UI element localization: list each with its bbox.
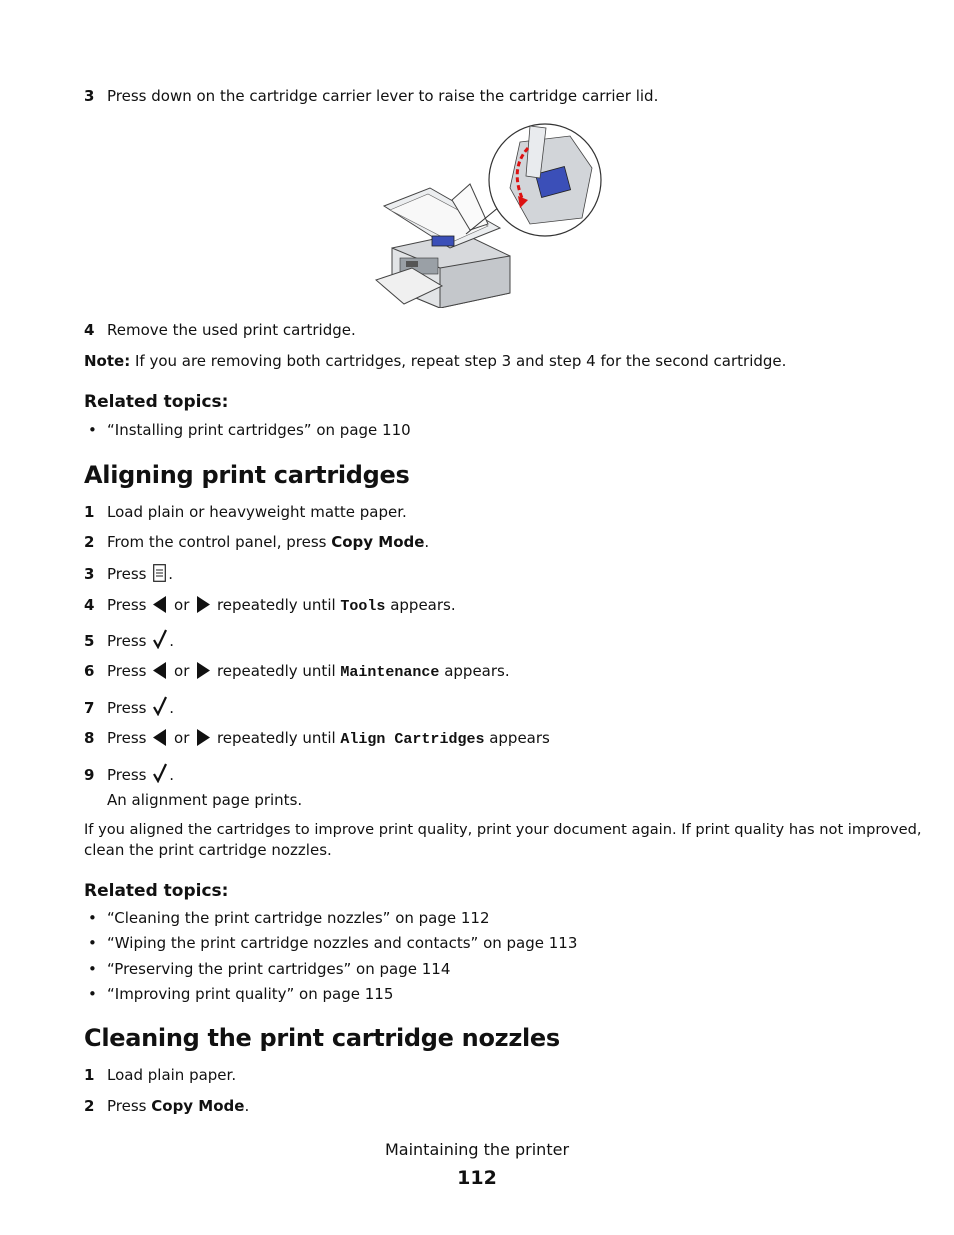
step-9-result: An alignment page prints. xyxy=(107,791,303,809)
align-step-9: 9 Press . xyxy=(84,763,174,785)
related-link[interactable]: • “Installing print cartridges” on page 110 xyxy=(88,421,411,439)
checkmark-icon xyxy=(153,763,167,783)
align-step-3: 3 Press . xyxy=(84,565,174,583)
align-step-7: 7 Press . xyxy=(84,696,174,718)
section-title-cleaning: Cleaning the print cartridge nozzles xyxy=(84,1024,560,1052)
align-step-4: 4 Press or repeatedly until Tools appears. xyxy=(84,596,456,615)
step-3-lever: 3 Press down on the cartridge carrier lever to raise the cartridge carrier lid. xyxy=(84,87,659,105)
note-paragraph: Note: If you are removing both cartridges, repeat step 3 and step 4 for the second cartridge. xyxy=(84,352,787,370)
section-title-aligning: Aligning print cartridges xyxy=(84,461,410,489)
checkmark-icon xyxy=(153,629,167,649)
right-arrow-icon xyxy=(196,729,210,746)
align-step-8: 8 Press or repeatedly until Align Cartridges appears xyxy=(84,729,550,748)
related-link[interactable]: • “Preserving the print cartridges” on page 114 xyxy=(88,960,451,978)
step-4-remove: 4 Remove the used print cartridge. xyxy=(84,321,356,339)
right-arrow-icon xyxy=(196,596,210,613)
related-link[interactable]: • “Improving print quality” on page 115 xyxy=(88,985,394,1003)
related-topics-heading: Related topics: xyxy=(84,881,229,901)
menu-icon xyxy=(153,564,166,582)
related-link[interactable]: • “Wiping the print cartridge nozzles and contacts” on page 113 xyxy=(88,934,578,952)
align-step-2: 2 From the control panel, press Copy Mode. xyxy=(84,533,430,551)
right-arrow-icon xyxy=(196,662,210,679)
align-step-1: 1 Load plain or heavyweight matte paper. xyxy=(84,503,407,521)
left-arrow-icon xyxy=(153,596,167,613)
printer-illustration xyxy=(370,118,610,308)
clean-step-1: 1 Load plain paper. xyxy=(84,1066,237,1084)
alignment-paragraph: If you aligned the cartridges to improve print quality, print your document again. If print quality has not improved, clean the print cartridge nozzles. xyxy=(84,821,922,859)
related-link[interactable]: • “Cleaning the print cartridge nozzles” on page 112 xyxy=(88,909,490,927)
page-number: 112 xyxy=(457,1167,497,1189)
footer-chapter-title: Maintaining the printer xyxy=(384,1140,570,1159)
align-step-6: 6 Press or repeatedly until Maintenance appears. xyxy=(84,662,510,681)
left-arrow-icon xyxy=(153,662,167,679)
align-step-5: 5 Press . xyxy=(84,629,174,651)
related-topics-heading: Related topics: xyxy=(84,392,229,412)
left-arrow-icon xyxy=(153,729,167,746)
clean-step-2: 2 Press Copy Mode. xyxy=(84,1097,250,1115)
checkmark-icon xyxy=(153,696,167,716)
